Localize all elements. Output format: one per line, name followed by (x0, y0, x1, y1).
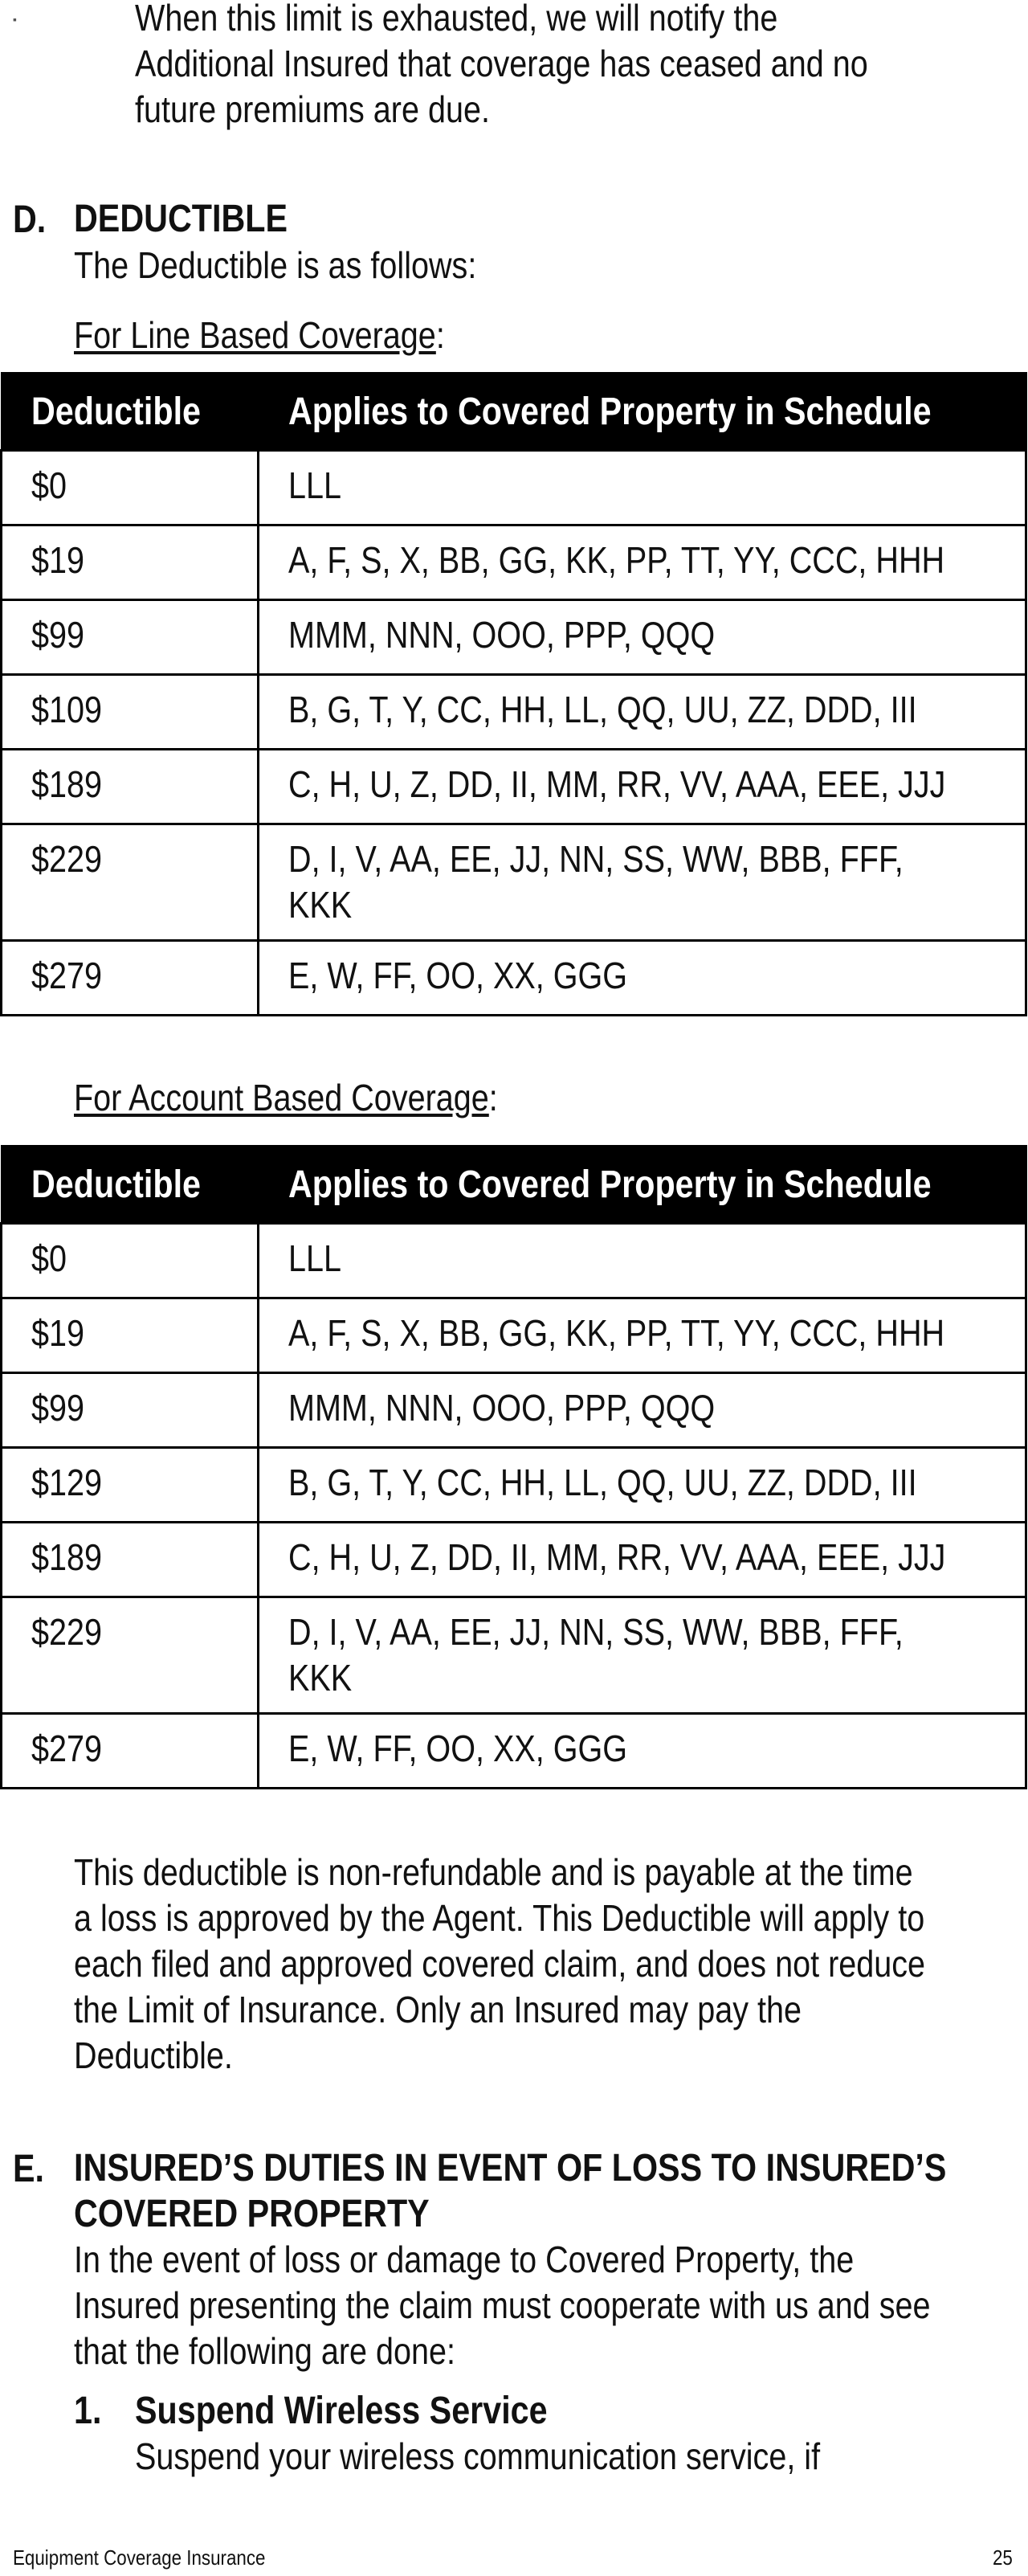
table-row (2, 451, 1026, 525)
applies-cell: C, H, U, Z, DD, II, MM, RR, VV, AAA, EEE, JJJ (259, 750, 1026, 824)
section-d-lead: The Deductible is as follows: (74, 244, 477, 286)
deductible-cell: $229 (2, 824, 259, 941)
section-e-title-line-2: COVERED PROPERTY (74, 2193, 430, 2235)
header-applies: Applies to Covered Property in Schedule (259, 373, 1026, 451)
table-row (2, 1373, 1026, 1448)
table-row (2, 824, 1026, 941)
deductible-note-line-1: This deductible is non-refundable and is payable at the time (74, 1851, 913, 1893)
table-row (2, 750, 1026, 824)
item-1-text: Suspend your wireless communication service, if (135, 2435, 821, 2477)
applies-cell: A, F, S, X, BB, GG, KK, PP, TT, YY, CCC, HHH (259, 1298, 1026, 1373)
page-number: 25 (993, 2545, 1013, 2570)
deductible-note-line-5: Deductible. (74, 2034, 233, 2076)
intro-line-2: Additional Insured that coverage has ceased and no (135, 43, 868, 84)
applies-cell: MMM, NNN, OOO, PPP, QQQ (259, 1373, 1026, 1448)
table-row (2, 1714, 1026, 1789)
table-header-row (2, 1146, 1026, 1224)
table-row (2, 525, 1026, 600)
section-d-title: DEDUCTIBLE (74, 198, 288, 240)
table-row (2, 941, 1026, 1016)
table-row (2, 1298, 1026, 1373)
applies-cell: LLL (259, 1224, 1026, 1298)
deductible-cell: $229 (2, 1597, 259, 1714)
deductible-cell: $279 (2, 1714, 259, 1789)
deductible-note-line-3: each filed and approved covered claim, and does not reduce (74, 1943, 926, 1985)
deductible-cell: $19 (2, 525, 259, 600)
item-1-number: 1. (74, 2390, 102, 2432)
table-row (2, 1597, 1026, 1714)
deductible-cell: $189 (2, 750, 259, 824)
applies-cell: C, H, U, Z, DD, II, MM, RR, VV, AAA, EEE, JJJ (259, 1523, 1026, 1597)
applies-cell: B, G, T, Y, CC, HH, LL, QQ, UU, ZZ, DDD, III (259, 675, 1026, 750)
table-header-row (2, 373, 1026, 451)
deductible-cell: $109 (2, 675, 259, 750)
applies-cell: B, G, T, Y, CC, HH, LL, QQ, UU, ZZ, DDD, III (259, 1448, 1026, 1523)
deductible-cell: $189 (2, 1523, 259, 1597)
deductible-cell: $0 (2, 451, 259, 525)
table-row (2, 1448, 1026, 1523)
deductible-cell: $99 (2, 1373, 259, 1448)
applies-cell: MMM, NNN, OOO, PPP, QQQ (259, 600, 1026, 675)
line-based-label: For Line Based Coverage: (74, 314, 445, 356)
applies-cell: D, I, V, AA, EE, JJ, NN, SS, WW, BBB, FFF, KKK (259, 824, 1026, 941)
applies-cell: E, W, FF, OO, XX, GGG (259, 1714, 1026, 1789)
intro-line-1: When this limit is exhausted, we will notify the (135, 0, 778, 39)
table-row (2, 1523, 1026, 1597)
deductible-cell: $99 (2, 600, 259, 675)
section-e-body-line-3: that the following are done: (74, 2330, 456, 2372)
deductible-cell: $19 (2, 1298, 259, 1373)
deductible-cell: $0 (2, 1224, 259, 1298)
bullet-mark: ▪ (13, 13, 17, 26)
footer-title: Equipment Coverage Insurance (13, 2545, 266, 2570)
deductible-cell: $279 (2, 941, 259, 1016)
deductible-cell: $129 (2, 1448, 259, 1523)
section-e-body-line-2: Insured presenting the claim must cooperate with us and see (74, 2284, 931, 2326)
item-1-title: Suspend Wireless Service (135, 2390, 548, 2432)
table-row (2, 1224, 1026, 1298)
section-e-body-line-1: In the event of loss or damage to Covered Property, the (74, 2239, 855, 2280)
section-e-letter: E. (13, 2148, 45, 2190)
applies-cell: LLL (259, 451, 1026, 525)
applies-cell: D, I, V, AA, EE, JJ, NN, SS, WW, BBB, FFF, KKK (259, 1597, 1026, 1714)
applies-cell: E, W, FF, OO, XX, GGG (259, 941, 1026, 1016)
section-d-letter: D. (13, 198, 47, 241)
table-row (2, 600, 1026, 675)
line-based-deductible-table (0, 372, 1027, 1016)
table-row (2, 675, 1026, 750)
deductible-note-line-2: a loss is approved by the Agent. This Deductible will apply to (74, 1897, 925, 1939)
intro-line-3: future premiums are due. (135, 88, 490, 130)
header-applies: Applies to Covered Property in Schedule (259, 1146, 1026, 1224)
deductible-note-line-4: the Limit of Insurance. Only an Insured may pay the (74, 1989, 802, 2030)
header-deductible: Deductible (2, 373, 259, 451)
header-deductible: Deductible (2, 1146, 259, 1224)
account-based-deductible-table (0, 1145, 1027, 1789)
section-e-title-line-1: INSURED’S DUTIES IN EVENT OF LOSS TO INSURED’S (74, 2147, 947, 2190)
applies-cell: A, F, S, X, BB, GG, KK, PP, TT, YY, CCC, HHH (259, 525, 1026, 600)
account-based-label: For Account Based Coverage: (74, 1077, 498, 1118)
